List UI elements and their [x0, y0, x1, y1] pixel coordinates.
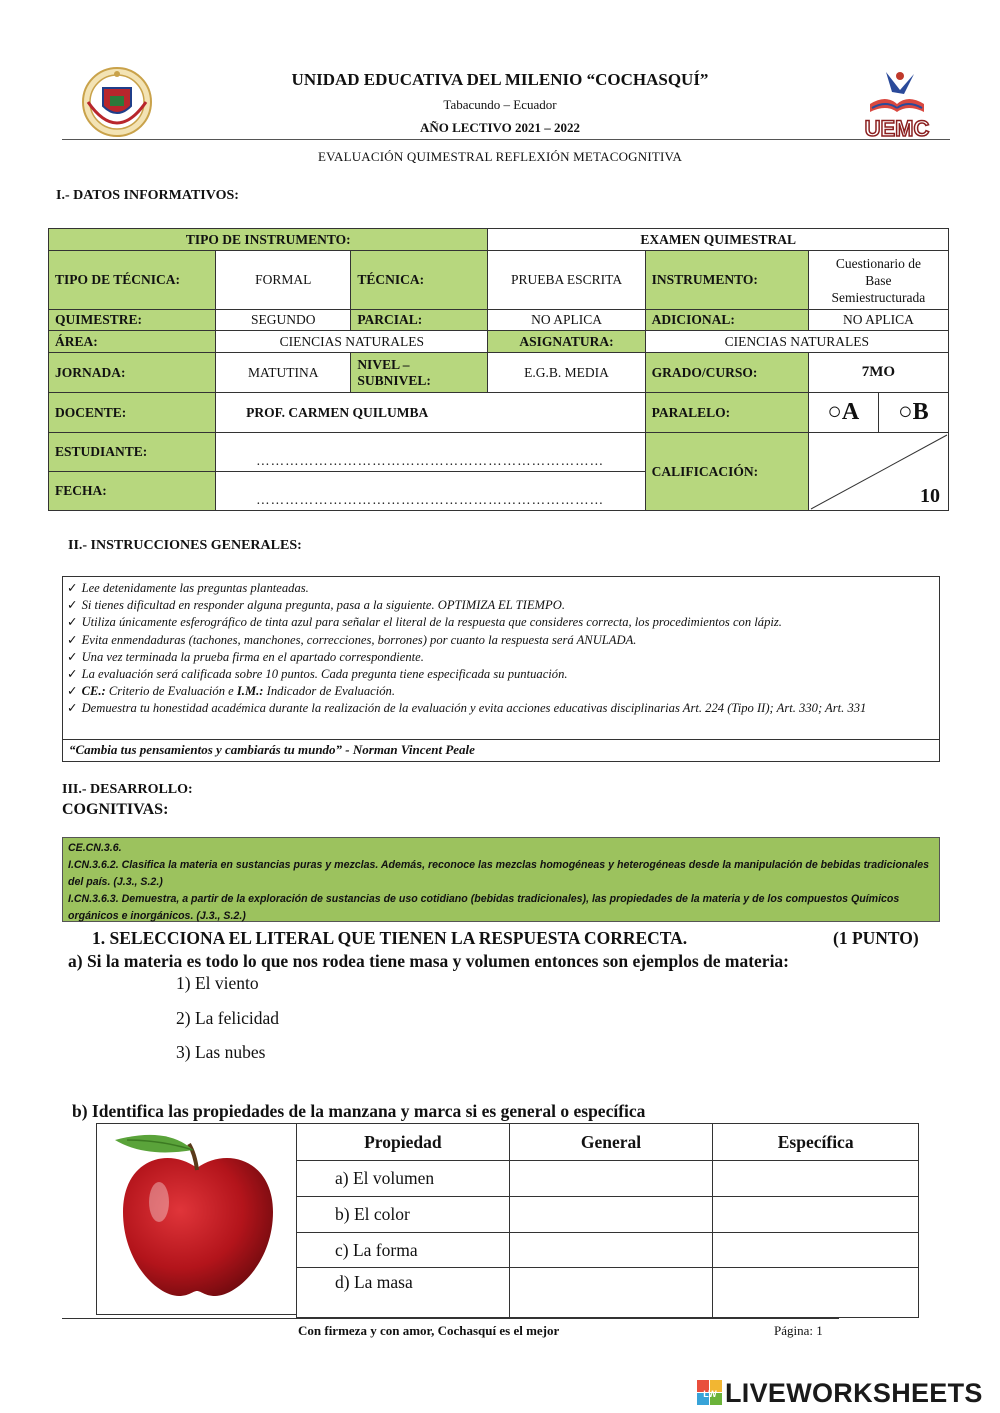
adicional-value: NO APLICA — [808, 310, 948, 331]
tipo-instrumento-label: TIPO DE INSTRUMENTO: — [49, 229, 488, 251]
grado-label: GRADO/CURSO: — [645, 353, 808, 393]
quimestre-value: SEGUNDO — [216, 310, 351, 331]
question-a: a) Si la materia es todo lo que nos rodea tiene masa y volumen entonces son ejemplos de materia: — [68, 951, 790, 971]
instruction-item — [67, 614, 933, 631]
adicional-label: ADICIONAL: — [645, 310, 808, 331]
area-value: CIENCIAS NATURALES — [216, 331, 488, 353]
check-icon: ✓ — [67, 615, 78, 630]
instruction-item — [67, 700, 933, 717]
estudiante-label: ESTUDIANTE: — [49, 433, 216, 472]
docente-value: PROF. CARMEN QUILUMBA — [216, 393, 645, 433]
property-volumen: a) El volumen — [297, 1161, 510, 1197]
area-label: ÁREA: — [49, 331, 216, 353]
header-especifica: Específica — [713, 1124, 919, 1161]
especifica-cell[interactable] — [713, 1233, 919, 1268]
jornada-value: MATUTINA — [216, 353, 351, 393]
docente-label: DOCENTE: — [49, 393, 216, 433]
instruction-item — [67, 632, 933, 649]
criteria-line: CE.CN.3.6. — [68, 842, 122, 854]
property-color: b) El color — [297, 1197, 510, 1233]
question-1-points: (1 PUNTO) — [833, 928, 919, 948]
instruction-item — [67, 597, 933, 614]
property-forma: c) La forma — [297, 1233, 510, 1268]
im-abbr: I.M.: — [236, 684, 264, 699]
instruction-item — [67, 666, 933, 683]
quimestre-label: QUIMESTRE: — [49, 310, 216, 331]
question-b: b) Identifica las propiedades de la manzana y marca si es general o específica — [72, 1101, 646, 1121]
parcial-value: NO APLICA — [488, 310, 645, 331]
paralelo-option-a[interactable]: ○A — [808, 393, 878, 433]
apple-image-cell — [96, 1123, 297, 1315]
calificacion-box[interactable] — [808, 433, 948, 511]
instruction-text: Lee detenidamente las preguntas planteadas. — [81, 581, 309, 595]
answer-option-2[interactable]: 2) La felicidad — [176, 1008, 280, 1028]
instrumento-value — [808, 251, 948, 310]
instruction-item — [67, 683, 933, 700]
info-table — [48, 228, 949, 511]
calificacion-total: 10 — [920, 485, 940, 507]
fecha-field[interactable] — [216, 472, 645, 511]
asignatura-label: ASIGNATURA: — [488, 331, 645, 353]
ce-abbr: CE.: — [81, 684, 106, 699]
nivel-label — [351, 353, 488, 393]
instruction-text: Si tienes dificultad en responder alguna pregunta, pasa a la siguiente. OPTIMIZA EL TIEMPO. — [81, 598, 565, 613]
instruction-item — [67, 580, 933, 597]
answer-option-3[interactable]: 3) Las nubes — [176, 1042, 266, 1062]
check-icon: ✓ — [67, 701, 78, 716]
instruction-text: La evaluación será calificada sobre 10 puntos. Cada pregunta tiene especificada su puntuación. — [81, 667, 568, 682]
instruction-text: Una vez terminada la prueba firma en el apartado correspondiente. — [81, 649, 424, 664]
question-1-title: 1. SELECCIONA EL LITERAL QUE TIENEN LA RESPUESTA CORRECTA. — [92, 928, 688, 948]
footer-motto: Con firmeza y con amor, Cochasquí es el mejor — [298, 1323, 560, 1338]
instruction-item — [67, 649, 933, 666]
grado-value: 7MO — [808, 353, 948, 393]
tecnica-value: PRUEBA ESCRITA — [488, 251, 645, 310]
instruction-text: Evita enmendaduras (tachones, manchones, correcciones, borrones) por cuanto la respuesta será ANULADA. — [81, 632, 637, 647]
nivel-value: E.G.B. MEDIA — [488, 353, 645, 393]
instructions-box — [62, 576, 940, 762]
tecnica-label: TÉCNICA: — [351, 251, 488, 310]
check-icon: ✓ — [67, 581, 78, 595]
instruction-text: Demuestra tu honestidad académica durante la realización de la evaluación y evita acciones educativas disciplinarias Art. 224 (Tipo II); Art. 330; Art. 331 — [81, 701, 867, 716]
section-instrucciones-title: II.- INSTRUCCIONES GENERALES: — [68, 538, 302, 553]
estudiante-field[interactable] — [216, 433, 645, 472]
instructions-list — [67, 580, 933, 718]
check-icon: ✓ — [67, 684, 78, 699]
check-icon: ✓ — [67, 632, 78, 647]
cognitivas-title: COGNITIVAS: — [62, 801, 169, 818]
instrumento-value-line1: Cuestionario de — [835, 255, 921, 271]
criteria-line: I.CN.3.6.3. Demuestra, a partir de la exploración de sustancias de uso cotidiano (bebidas tradicionales), las propiedades de la materia y de los compuestos Químicos orgánicos e inorgánicos. (J.3., S.2.) — [68, 893, 900, 922]
jornada-label: JORNADA: — [49, 353, 216, 393]
liveworksheets-logo-letters: LW — [703, 1389, 717, 1399]
header-divider — [62, 139, 950, 140]
liveworksheets-logo-icon — [697, 1380, 723, 1406]
calificacion-label: CALIFICACIÓN: — [645, 433, 808, 511]
especifica-cell[interactable] — [713, 1161, 919, 1197]
evaluation-title: EVALUACIÓN QUIMESTRAL REFLEXIÓN METACOGNITIVA — [317, 149, 683, 164]
motivational-quote: “Cambia tus pensamientos y cambiarás tu mundo” - Norman Vincent Peale — [69, 742, 475, 757]
header-general: General — [509, 1124, 713, 1161]
instrumento-label: INSTRUMENTO: — [645, 251, 808, 310]
tipo-tecnica-value: FORMAL — [216, 251, 351, 310]
general-cell[interactable] — [509, 1268, 713, 1318]
general-cell[interactable] — [509, 1233, 713, 1268]
apple-image — [97, 1124, 297, 1314]
criteria-line: I.CN.3.6.2. Clasifica la materia en sustancias puras y mezclas. Además, reconoce las mezclas homogéneas y heterogéneas desde la manipulación de bebidas tradicionales del país. (J.3., S.2.) — [68, 859, 930, 888]
property-masa: d) La masa — [297, 1268, 510, 1318]
nivel-label-line2: SUBNIVEL: — [357, 372, 431, 388]
estudiante-dots: ……………………………………………………………… — [256, 453, 605, 468]
parcial-label: PARCIAL: — [351, 310, 488, 331]
fecha-dots: ……………………………………………………………… — [256, 492, 605, 507]
answer-option-1[interactable]: 1) El viento — [176, 973, 259, 993]
especifica-cell[interactable] — [713, 1268, 919, 1318]
criteria-box — [62, 837, 940, 922]
instruction-text: Utiliza únicamente esferográfico de tinta azul para señalar el literal de la respuesta que consideres correcta, los procedimientos con lápiz. — [81, 615, 782, 630]
ce-text: Criterio de Evaluación e — [105, 684, 237, 699]
section-desarrollo-title: III.- DESARROLLO: — [62, 782, 193, 797]
check-icon: ✓ — [67, 598, 78, 613]
im-text: Indicador de Evaluación. — [263, 684, 395, 699]
liveworksheets-brand: LIVEWORKSHEETS — [725, 1378, 983, 1408]
instrumento-value-line3: Semiestructurada — [831, 289, 926, 305]
especifica-cell[interactable] — [713, 1197, 919, 1233]
footer-divider — [62, 1318, 839, 1319]
header-propiedad: Propiedad — [297, 1124, 510, 1161]
uemc-logo-text: UEMC — [864, 116, 930, 140]
instrumento-value-line2: Base — [865, 272, 892, 288]
paralelo-option-b[interactable]: ○B — [878, 393, 948, 433]
check-icon: ✓ — [67, 649, 78, 664]
paralelo-label: PARALELO: — [645, 393, 808, 433]
school-name: UNIDAD EDUCATIVA DEL MILENIO “COCHASQUÍ” — [291, 70, 709, 89]
tipo-instrumento-value: EXAMEN QUIMESTRAL — [488, 229, 949, 251]
nivel-label-line1: NIVEL – — [357, 356, 410, 372]
page-number: Página: 1 — [774, 1323, 823, 1338]
general-cell[interactable] — [509, 1197, 713, 1233]
check-icon: ✓ — [67, 667, 78, 682]
instructions-divider — [63, 739, 939, 740]
school-location: Tabacundo – Ecuador — [443, 97, 557, 112]
tipo-tecnica-label: TIPO DE TÉCNICA: — [49, 251, 216, 310]
school-year: AÑO LECTIVO 2021 – 2022 — [419, 120, 581, 135]
fecha-label: FECHA: — [49, 472, 216, 511]
section-datos-title: I.- DATOS INFORMATIVOS: — [56, 188, 239, 203]
general-cell[interactable] — [509, 1161, 713, 1197]
asignatura-value: CIENCIAS NATURALES — [645, 331, 948, 353]
uemc-logo — [856, 64, 938, 140]
properties-table — [296, 1123, 919, 1318]
